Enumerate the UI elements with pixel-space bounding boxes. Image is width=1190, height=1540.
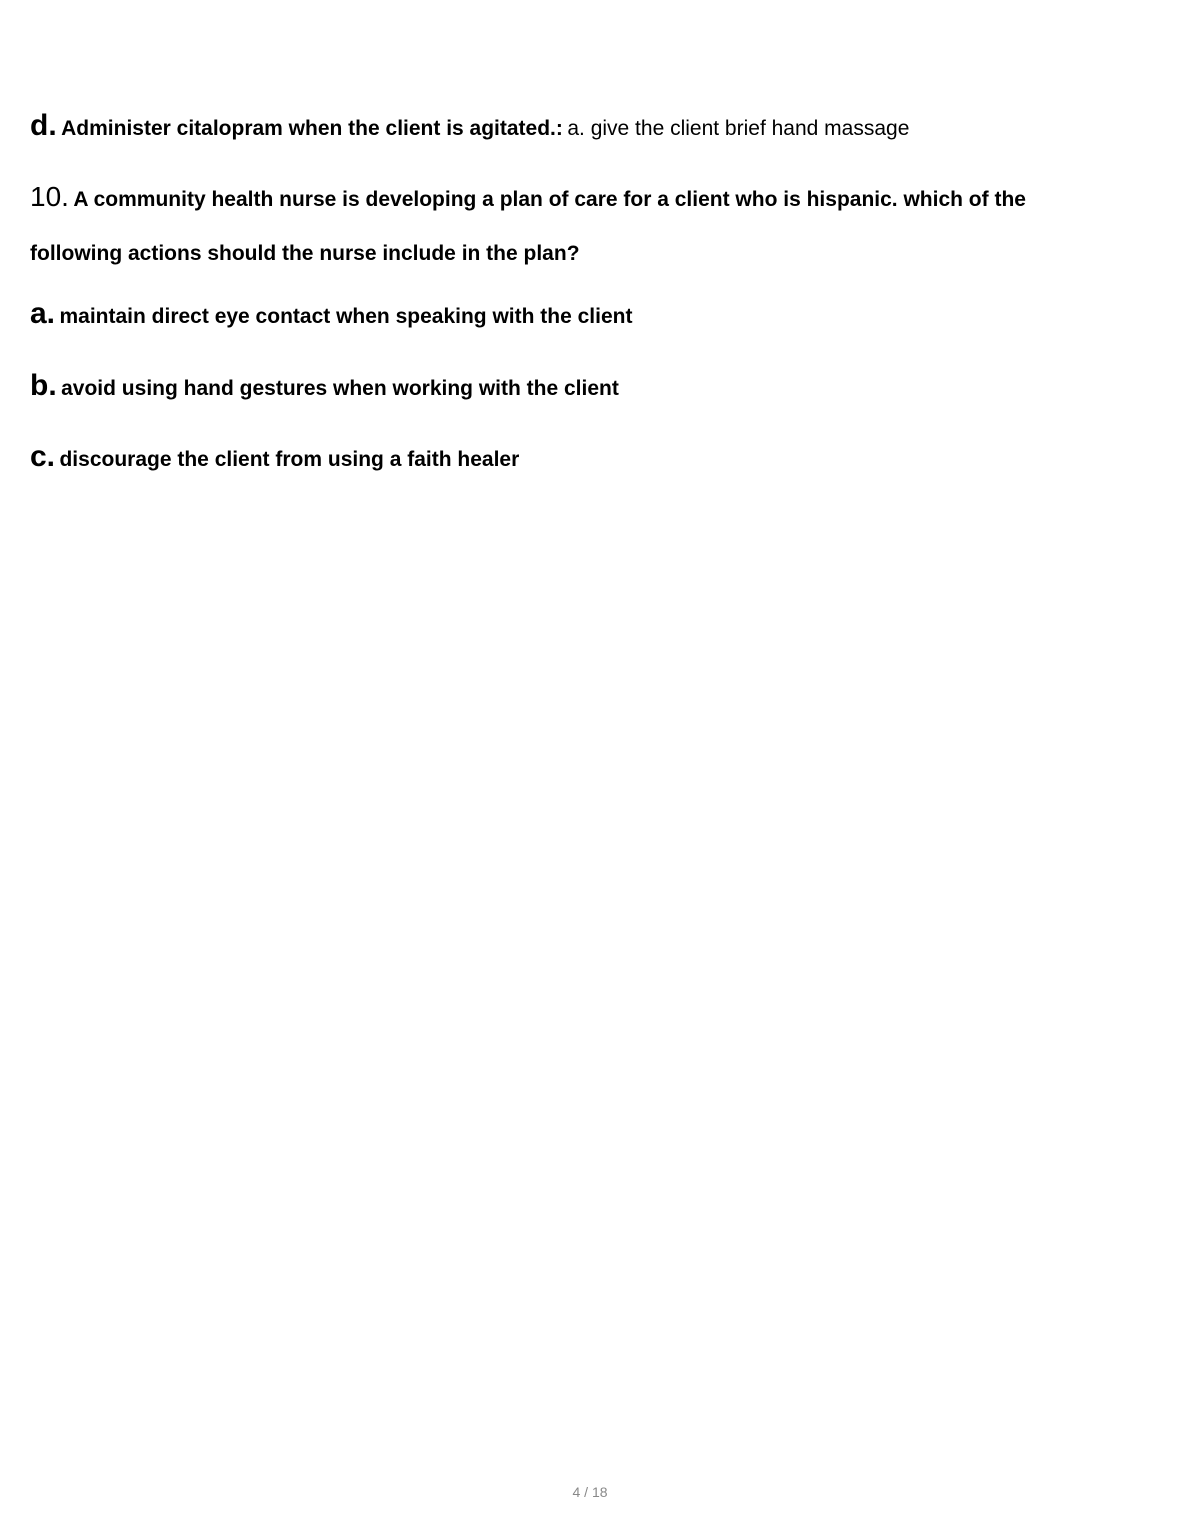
option-a (30, 299, 632, 329)
question-10-continued (30, 243, 580, 264)
option-marker: c. (30, 440, 56, 473)
page-indicator: 4 / 18 (572, 1484, 608, 1500)
option-b (30, 371, 619, 401)
option-marker: a. (30, 297, 56, 330)
option-text: Administer citalopram when the client is agitated.: (61, 117, 563, 140)
question-text-line2: following actions should the nurse include in the plan? (30, 242, 580, 265)
option-text: maintain direct eye contact when speaking with the client (59, 305, 633, 328)
question-number: 10. (30, 181, 69, 212)
option-text: avoid using hand gestures when working with the client (61, 377, 619, 400)
option-c (30, 442, 519, 472)
previous-option-d (30, 111, 909, 141)
option-answer: a. give the client brief hand massage (567, 117, 910, 140)
option-text: discourage the client from using a faith healer (59, 448, 520, 471)
option-marker: b. (30, 369, 57, 402)
option-marker: d. (30, 109, 57, 142)
question-10 (30, 183, 1026, 211)
question-text-line1: A community health nurse is developing a plan of care for a client who is hispanic. which of the (73, 188, 1026, 211)
